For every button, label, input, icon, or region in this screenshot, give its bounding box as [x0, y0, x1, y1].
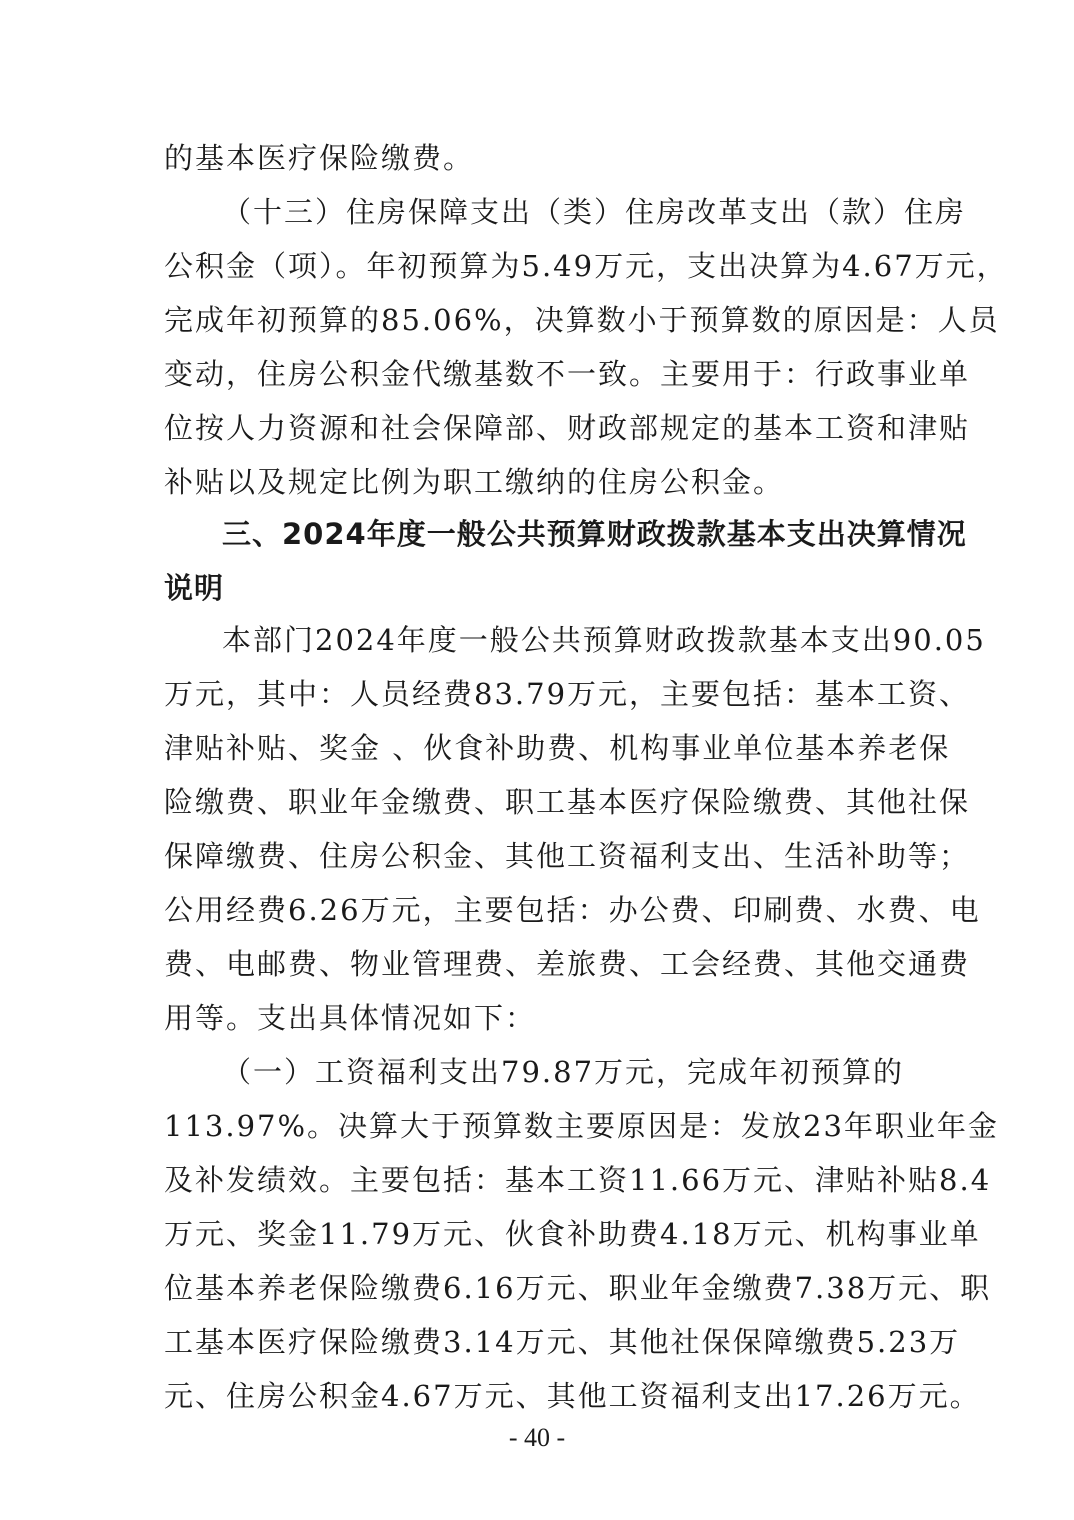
section-item-heading: （一）工资福利支出79.87万元，完成年初预算的 — [222, 1055, 905, 1089]
body-line: 位按人力资源和社会保障部、财政部规定的基本工资和津贴 — [164, 411, 971, 445]
page-number: - 40 - — [508, 1423, 566, 1452]
body-line: 及补发绩效。主要包括：基本工资11.66万元、津贴补贴8.4 — [164, 1163, 992, 1197]
body-line: 险缴费、职业年金缴费、职工基本医疗保险缴费、其他社保 — [164, 785, 971, 819]
body-line: 公积金（项）。年初预算为5.49万元，支出决算为4.67万元， — [164, 249, 1008, 283]
body-line: 工基本医疗保险缴费3.14万元、其他社保保障缴费5.23万 — [164, 1325, 961, 1359]
body-line: 万元、奖金11.79万元、伙食补助费4.18万元、机构事业单 — [164, 1217, 981, 1251]
body-line: 用等。支出具体情况如下： — [164, 1001, 537, 1035]
body-line: 位基本养老保险缴费6.16万元、职业年金缴费7.38万元、职 — [164, 1271, 992, 1305]
section-heading: 三、2024年度一般公共预算财政拨款基本支出决算情况 — [222, 517, 967, 551]
body-line: 元、住房公积金4.67万元、其他工资福利支出17.26万元。 — [164, 1379, 981, 1413]
section-item-heading: （十三）住房保障支出（类）住房改革支出（款）住房 — [222, 195, 967, 229]
section-heading-continuation: 说明 — [164, 571, 225, 605]
body-line: 补贴以及规定比例为职工缴纳的住房公积金。 — [164, 465, 785, 499]
body-line: 公用经费6.26万元，主要包括：办公费、印刷费、水费、电 — [164, 893, 981, 927]
body-line: 的基本医疗保险缴费。 — [164, 141, 475, 175]
body-line: 万元，其中：人员经费83.79万元，主要包括：基本工资、 — [164, 677, 971, 711]
body-line: 保障缴费、住房公积金、其他工资福利支出、生活补助等； — [164, 839, 971, 873]
body-line: 变动，住房公积金代缴基数不一致。主要用于：行政事业单 — [164, 357, 971, 391]
body-line: 完成年初预算的85.06%，决算数小于预算数的原因是：人员 — [164, 303, 1000, 337]
body-line: 本部门2024年度一般公共预算财政拨款基本支出90.05 — [222, 623, 986, 657]
body-line: 津贴补贴、奖金 、伙食补助费、机构事业单位基本养老保 — [164, 731, 951, 765]
body-line: 费、电邮费、物业管理费、差旅费、工会经费、其他交通费 — [164, 947, 971, 981]
body-line: 113.97%。决算大于预算数主要原因是：发放23年职业年金 — [164, 1109, 999, 1143]
